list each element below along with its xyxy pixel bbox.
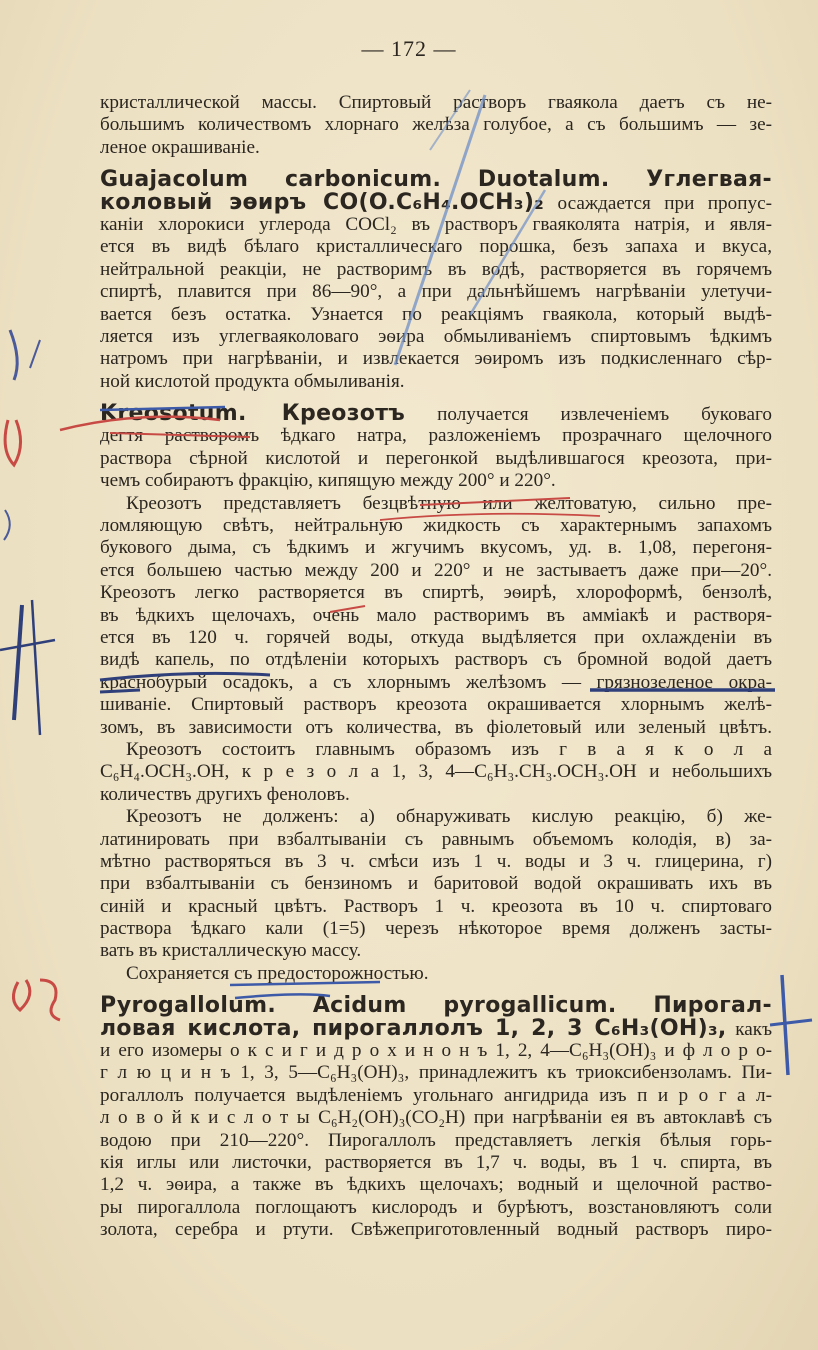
text-line: ломляющую свѣтъ, нейтральную жидкость съ характернымъ запахомъ [100, 515, 772, 537]
text-line: Креозотъ состоитъ главнымъ образомъ изъ г в а я к о л а [126, 738, 772, 760]
text-line: видѣ капель, по отдѣленіи которыхъ растворъ съ бромной водой даетъ [100, 649, 772, 671]
text-line [100, 403, 772, 425]
section-heading: Guajacolum carbonicum. Duotalum. Углегвая- [100, 167, 772, 193]
text-line: натромъ при нагрѣваніи, и извлекается эѳиромъ изъ подкисленнаго сѣр- [100, 348, 772, 370]
text-line: зомъ, въ зависимости отъ количества, въ фіолетовый или зеленый цвѣтъ. [100, 716, 772, 738]
text-line: ляется изъ углегваяколоваго эѳира обмыливаніемъ спиртовымъ ѣдкимъ [100, 325, 772, 347]
text-line: вается безъ остатка. Узнается по реакціямъ гваякола, который выдѣ- [100, 303, 772, 325]
text-line: вать въ кристаллическую массу. [100, 940, 362, 962]
margin-mark-red [13, 980, 29, 1010]
text-line: нейтральной реакціи, не растворимъ въ водѣ, растворяется въ горячемъ [100, 258, 772, 280]
text-line: каніи хлорокиси углерода COCl₂ въ растворъ гваяколята натрія, и явля- [100, 213, 772, 235]
margin-mark-blue [782, 975, 788, 1075]
margin-mark-blue [0, 640, 55, 650]
margin-mark-blue [14, 605, 22, 720]
text-fragment: какъ [735, 1018, 772, 1040]
text-line: ры пирогаллола поглощаютъ кислородъ и бурѣютъ, возстановляютъ соли [100, 1196, 772, 1218]
text-line: ется большею частью между 200 и 220° и не застываетъ даже при—20°. [100, 559, 772, 581]
margin-mark-blue [32, 600, 40, 735]
text-line: въ ѣдкихъ щелочахъ, очень мало растворимъ въ амміакѣ и растворя- [100, 604, 772, 626]
text-line: спиртѣ, плавится при 86—90°, а при дальнѣйшемъ нагрѣваніи улетучи- [100, 281, 772, 303]
text-line: и его изомеры о к с и г и д р о х и н о н ъ 1, 2, 4—C₆H₃(OH)₃ и ф л о р о- [100, 1040, 772, 1062]
margin-mark-red [40, 980, 60, 1020]
text-line: кристаллической массы. Спиртовый растворъ гваякола даетъ съ не- [100, 92, 772, 113]
text-line: Креозотъ не долженъ: а) обнаруживать кислую реакцію, б) же- [126, 806, 772, 828]
text-line: синій и красный цвѣтъ. Растворъ 1 ч. креозота въ 10 ч. спиртоваго [100, 895, 772, 917]
text-line: раствора ѣдкаго кали (1=5) черезъ нѣкоторое время долженъ засты- [100, 918, 772, 940]
body-text [100, 92, 772, 1242]
page-number: — 172 — [361, 36, 457, 61]
section-heading: Kreosotum. Креозотъ [100, 401, 406, 427]
text-line: дегтя растворомъ ѣдкаго натра, разложеніемъ прозрачнаго щелочного [100, 425, 772, 447]
text-fragment: получается извлеченіемъ буковаго [437, 404, 772, 426]
margin-mark-red [5, 420, 20, 465]
text-line: Сохраняется съ предосторожностью. [126, 962, 429, 984]
text-line: краснобурый осадокъ, а съ хлорнымъ желѣзомъ — грязнозеленое окра- [100, 671, 772, 693]
text-fragment: осаждается при пропус- [557, 192, 772, 214]
margin-mark-blue [770, 1020, 812, 1025]
text-line: ется въ видѣ бѣлаго кристаллическаго порошка, безъ запаха и вкуса, [100, 236, 772, 258]
text-line: л о в о й к и с л о т ы C₆H₂(OH)₃(CO₂H) при нагрѣваніи ея въ автоклавѣ съ [100, 1107, 772, 1129]
text-line [100, 1015, 772, 1041]
text-line: латинировать при взбалтываніи съ равнымъ объемомъ колодія, в) за- [100, 828, 772, 850]
section-heading: ловая кислота, пирогаллолъ 1, 2, 3 C₆H₃(OH)₃, [100, 1015, 727, 1041]
text-line: C₆H₄.OCH₃.OH, к р е з о л а 1, 3, 4—C₆H₃.CH₃.OCH₃.OH и небольшихъ [100, 761, 772, 783]
text-line: ется въ 120 ч. горячей воды, откуда выдѣляется при охлажденіи въ [100, 626, 772, 648]
text-line: Креозотъ легко растворяется въ спиртѣ, эѳирѣ, хлороформѣ, бензолѣ, [100, 582, 772, 604]
text-line: чемъ собираютъ фракцію, кипящую между 200° и 220°. [100, 470, 556, 492]
section-heading: Pyrogallolum. Acidum pyrogallicum. Пирогал- [100, 993, 772, 1019]
text-line: 1,2 ч. эѳира, а также въ ѣдкихъ щелочахъ; водный и щелочной раство- [100, 1174, 772, 1196]
text-line: золота, серебра и ртути. Свѣжеприготовленный водный растворъ пиро- [100, 1219, 772, 1241]
text-line: количествъ другихъ феноловъ. [100, 783, 350, 805]
text-line: при взбалтываніи съ бензиномъ и баритовой водой окрашивать ихъ въ [100, 873, 772, 895]
text-line: шиваніе. Спиртовый растворъ креозота окрашивается хлорнымъ желѣ- [100, 694, 772, 716]
section-heading: коловый эѳиръ CO(O.C₆H₄.OCH₃)₂ [100, 189, 545, 215]
text-line: ной кислотой продукта обмыливанія. [100, 370, 405, 392]
text-line: кія иглы или листочки, растворяется въ 1,7 ч. воды, въ 1 ч. спирта, въ [100, 1151, 772, 1173]
text-line: рогаллолъ получается выдѣленіемъ угольнаго ангидрида изъ п и р о г а л- [100, 1084, 772, 1106]
text-line: водою при 210—220°. Пирогаллолъ представляетъ легкія бѣлыя горь- [100, 1129, 772, 1151]
text-line: леное окрашиваніе. [100, 136, 260, 158]
text-line: г л ю ц и н ъ 1, 3, 5—C₆H₃(OH)₃, принадлежитъ къ триоксибензоламъ. Пи- [100, 1062, 772, 1084]
margin-mark-blue [4, 510, 10, 540]
text-line [100, 189, 772, 215]
text-line: Креозотъ представляетъ безцвѣтную или желтоватую, сильно пре- [126, 492, 772, 514]
margin-mark-blue [10, 330, 17, 380]
text-line: мѣтно растворяться въ 3 ч. смѣси изъ 1 ч. воды и 3 ч. глицерина, г) [100, 850, 772, 872]
margin-mark-blue [30, 340, 40, 368]
text-line: раствора сѣрной кислотой и перегонкой выдѣлившагося креозота, при- [100, 447, 772, 469]
text-line: большимъ количествомъ хлорнаго желѣза голубое, а съ большимъ — зе- [100, 114, 772, 136]
text-line: букового дыма, съ ѣдкимъ и жгучимъ вкусомъ, уд. в. 1,08, перегоня- [100, 537, 772, 559]
